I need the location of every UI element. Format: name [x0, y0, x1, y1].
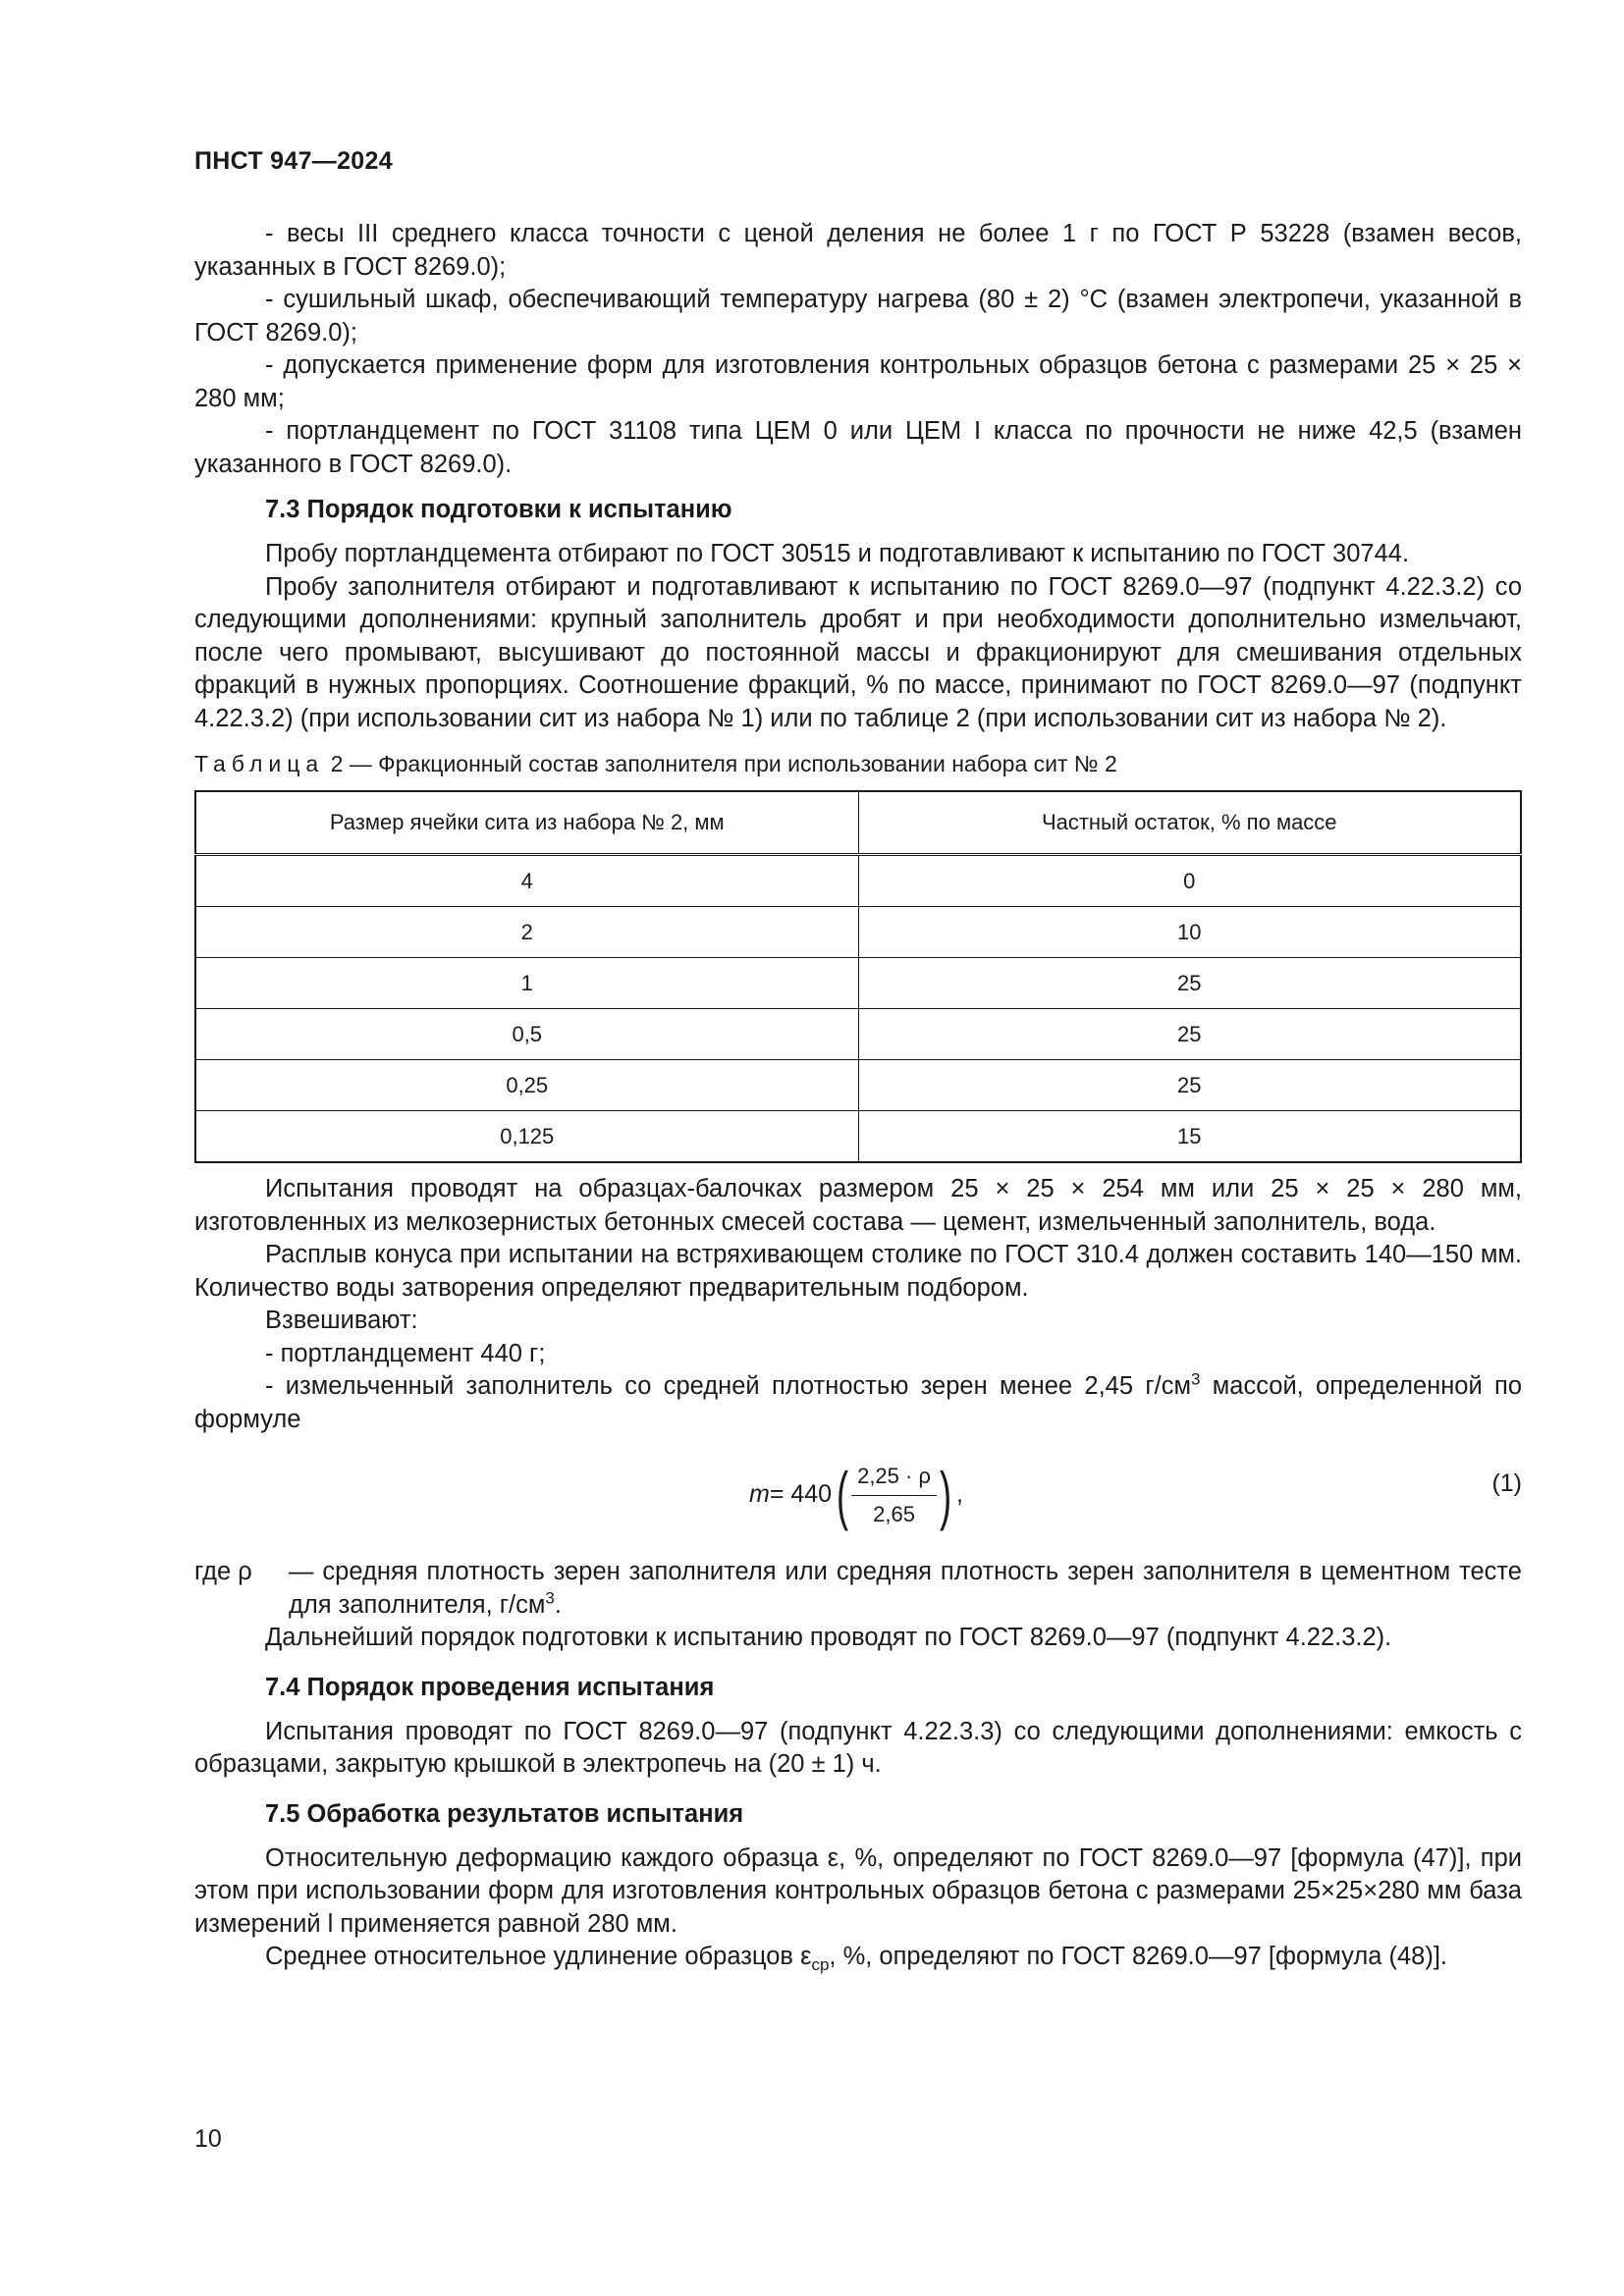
table-cell: 10	[858, 907, 1521, 958]
table-cell: 1	[195, 958, 858, 1009]
left-paren: (	[837, 1459, 849, 1531]
formula-block	[194, 1448, 1522, 1546]
superscript: 3	[545, 1588, 555, 1607]
table-cell: 25	[858, 1060, 1521, 1111]
table-cell: 0,5	[195, 1009, 858, 1060]
text-run: - измельченный заполнитель со средней плотностью зерен менее 2,45 г/см	[265, 1372, 1191, 1400]
text-run: Среднее относительное удлинение образцов ε	[265, 1943, 812, 1970]
paragraph: Расплыв конуса при испытании на встряхивающем столике по ГОСТ 310.4 должен составить 140—150 мм. Количество воды затворения определяют предварительным подбором.	[194, 1241, 1522, 1302]
list-item: - портландцемент по ГОСТ 31108 типа ЦЕМ 0 или ЦЕМ I класса по прочности не ниже 42,5 (взамен указанного в ГОСТ 8269.0).	[194, 417, 1522, 478]
document-header: ПНСТ 947—2024	[194, 147, 393, 175]
formula-numerator: 2,25 · ρ	[851, 1460, 937, 1496]
where-label: где ρ	[194, 1558, 252, 1585]
paragraph: Пробу заполнителя отбирают и подготавливают к испытанию по ГОСТ 8269.0—97 (подпункт 4.22.3.2) со следующими дополнениями: крупный заполнитель дробят и при необходимости дополнительно измельчают, после чего промывают, высушивают до постоянной массы и фракционируют для смешивания отдельных фракций в нужных пропорциях. Соотношение фракций, % по массе, принимают по ГОСТ 8269.0—97 (подпункт 4.22.3.2) (при использовании сит из набора № 1) или по таблице 2 (при использовании сит из набора № 2).	[194, 572, 1522, 732]
table-row	[195, 1060, 1521, 1111]
formula-eq: = 440	[769, 1480, 833, 1509]
paragraph: Дальнейший порядок подготовки к испытанию проводят по ГОСТ 8269.0—97 (подпункт 4.22.3.2).	[265, 1624, 1392, 1651]
table-cell: 4	[195, 855, 858, 907]
where-clause	[194, 1556, 1522, 1622]
table-cell: 15	[858, 1111, 1521, 1163]
equation-number: (1)	[1491, 1469, 1522, 1497]
paragraph: Взвешивают:	[265, 1307, 418, 1334]
table-cell: 0,25	[195, 1060, 858, 1111]
table-header-row	[195, 791, 1521, 855]
section-heading-7-3: 7.3 Порядок подготовки к испытанию	[265, 496, 732, 523]
table-caption	[194, 749, 1522, 778]
column-header-sieve-size: Размер ячейки сита из набора № 2, мм	[195, 791, 858, 855]
list-item: - допускается применение форм для изготовления контрольных образцов бетона с размерами 25 × 25 × 280 мм;	[194, 351, 1522, 412]
table-cell: 25	[858, 1009, 1521, 1060]
where-text	[289, 1556, 1522, 1622]
page-number: 10	[194, 2125, 222, 2153]
paragraph	[194, 1941, 1522, 1974]
table-caption-word: Таблица	[194, 751, 325, 776]
list-item: - портландцемент 440 г;	[265, 1339, 546, 1367]
text-run: .	[554, 1590, 562, 1619]
section-heading-7-4: 7.4 Порядок проведения испытания	[265, 1673, 715, 1701]
formula-1	[749, 1456, 963, 1534]
paragraph: Пробу портландцемента отбирают по ГОСТ 30515 и подготавливают к испытанию по ГОСТ 30744.	[265, 540, 1410, 567]
text-run: — средняя плотность зерен заполнителя или средняя плотность зерен заполнителя в цементном тесте для заполнителя, г/см	[289, 1558, 1522, 1619]
document-body	[194, 218, 1522, 1974]
subscript: ср	[811, 1955, 830, 1975]
superscript: 3	[1191, 1369, 1201, 1389]
fraction-table	[194, 790, 1522, 1163]
table-row	[195, 1009, 1521, 1060]
table-cell: 0,125	[195, 1111, 858, 1163]
column-header-residue: Частный остаток, % по массе	[858, 791, 1521, 855]
list-item: - весы III среднего класса точности с ценой деления не более 1 г по ГОСТ Р 53228 (взамен весов, указанных в ГОСТ 8269.0);	[194, 220, 1522, 281]
paragraph: Относительную деформацию каждого образца ε, %, определяют по ГОСТ 8269.0—97 [формула (47)], при этом при использовании форм для изготовления контрольных образцов бетона с размерами 25×25×280 мм база измерений l применяется равной 280 мм.	[194, 1843, 1522, 1938]
table-row	[195, 1111, 1521, 1163]
table-row	[195, 907, 1521, 958]
table-row	[195, 855, 1521, 907]
table-row	[195, 958, 1521, 1009]
formula-lhs: m	[749, 1480, 770, 1509]
list-item	[194, 1370, 1522, 1436]
table-cell: 0	[858, 855, 1521, 907]
formula-fraction	[851, 1460, 937, 1530]
formula-denominator: 2,65	[873, 1501, 915, 1526]
text-run: массой, определенной по формуле	[194, 1372, 1522, 1433]
formula-comma: ,	[955, 1480, 963, 1509]
list-item: - сушильный шкаф, обеспечивающий температуру нагрева (80 ± 2) °С (взамен электропечи, указанной в ГОСТ 8269.0);	[194, 286, 1522, 347]
table-cell: 25	[858, 958, 1521, 1009]
table-cell: 2	[195, 907, 858, 958]
right-paren: )	[939, 1459, 952, 1531]
paragraph: Испытания проводят на образцах-балочках размером 25 × 25 × 254 мм или 25 × 25 × 280 мм, изготовленных из мелкозернистых бетонных смесей состава — цемент, измельченный заполнитель, вода.	[194, 1175, 1522, 1236]
paragraph: Испытания проводят по ГОСТ 8269.0—97 (подпункт 4.22.3.3) со следующими дополнениями: емкость с образцами, закрытую крышкой в электропечь на (20 ± 1) ч.	[194, 1717, 1522, 1778]
table-caption-text: 2 — Фракционный состав заполнителя при использовании набора сит № 2	[330, 751, 1117, 776]
text-run: , %, определяют по ГОСТ 8269.0—97 [формула (48)].	[829, 1943, 1447, 1970]
section-heading-7-5: 7.5 Обработка результатов испытания	[265, 1799, 744, 1828]
